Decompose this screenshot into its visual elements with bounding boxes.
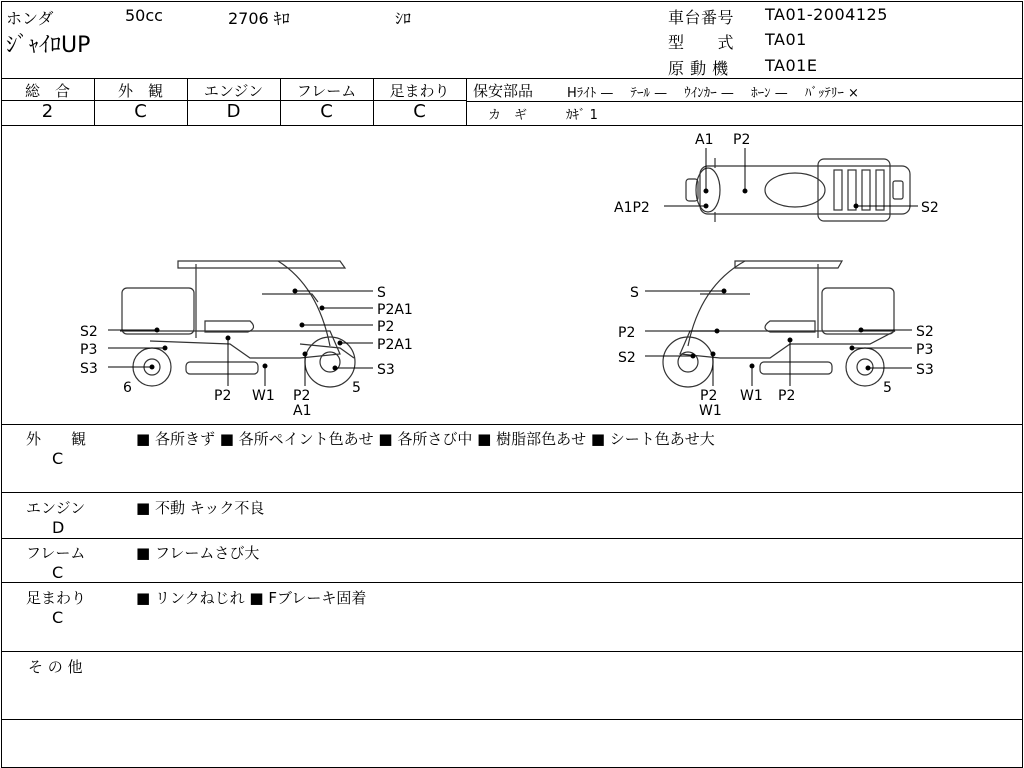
- suspension-grade: C: [413, 101, 426, 122]
- right-p3: P3: [916, 342, 934, 358]
- right-p2-r: P2: [778, 388, 796, 404]
- right-w1: W1: [740, 388, 763, 404]
- suspension-grade-label: 足まわり: [389, 82, 450, 100]
- model-name: ｼﾞｬｲﾛUP: [6, 33, 91, 58]
- right-p2-b: P2: [700, 388, 718, 404]
- divider: [1, 424, 1022, 425]
- frame-no-label: 車台番号: [668, 8, 735, 27]
- left-p2: P2: [377, 319, 395, 335]
- engine-grade: D: [226, 101, 241, 122]
- exterior-label: 外 観: [117, 82, 163, 100]
- top-a1p2: A1P2: [614, 200, 650, 216]
- notes-engine-text: ■ 不動 キック不良: [136, 499, 265, 517]
- notes-exterior-grade: C: [52, 449, 64, 468]
- divider: [1, 651, 1022, 652]
- key-value: ｶｷﾞ 1: [566, 108, 598, 123]
- notes-engine-label: エンジン: [26, 499, 86, 517]
- left-p3: P3: [80, 342, 98, 358]
- notes-suspension-text: ■ リンクねじれ ■ Fブレーキ固着: [136, 589, 367, 607]
- right-s3: S3: [916, 362, 934, 378]
- left-p2a1-top: P2A1: [377, 302, 413, 318]
- overall-label: 総 合: [24, 82, 70, 100]
- left-p2a1-low: P2A1: [377, 337, 413, 353]
- right-s: S: [630, 285, 639, 301]
- left-s2: S2: [80, 324, 98, 340]
- left-side-scooter: [120, 261, 355, 387]
- color: ｼﾛ: [395, 9, 412, 28]
- right-side-scooter: [663, 261, 895, 387]
- divider: [466, 101, 1022, 102]
- left-p2-b2: P2: [293, 388, 311, 404]
- notes-suspension-grade: C: [52, 608, 64, 627]
- engine-label: 原 動 機: [668, 59, 729, 78]
- frame-grade: C: [320, 101, 333, 122]
- safety-items: Hﾗｲﾄ — ﾃｰﾙ — ｳｲﾝｶｰ — ﾎｰﾝ — ﾊﾞｯﾃﾘｰ ×: [567, 86, 859, 101]
- left-a1: A1: [293, 403, 312, 419]
- top-view-scooter: [686, 158, 910, 222]
- damage-diagram: [0, 126, 1022, 424]
- notes-frame-label: フレーム: [26, 544, 86, 562]
- type: TA01: [765, 30, 807, 49]
- left-w1: W1: [252, 388, 275, 404]
- notes-other-label: そ の 他: [28, 658, 83, 676]
- right-w1-b: W1: [699, 403, 722, 419]
- displacement: 50cc: [125, 6, 163, 25]
- top-a1: A1: [695, 132, 714, 148]
- notes-engine-grade: D: [52, 518, 65, 537]
- frame-grade-label: フレーム: [296, 82, 357, 100]
- right-s2-left: S2: [618, 350, 636, 366]
- left-five: 5: [352, 380, 361, 396]
- engine-grade-label: エンジン: [203, 82, 264, 100]
- left-six: 6: [123, 380, 132, 396]
- notes-exterior-label: 外 観: [26, 430, 87, 448]
- left-s3-right: S3: [377, 362, 395, 378]
- maker: ホンダ: [6, 9, 54, 28]
- top-p2: P2: [733, 132, 751, 148]
- divider: [1, 719, 1022, 720]
- key-label: カ ギ: [488, 108, 528, 123]
- notes-frame-grade: C: [52, 563, 64, 582]
- left-s3: S3: [80, 361, 98, 377]
- exterior-grade: C: [134, 101, 147, 122]
- mileage: 2706 ｷﾛ: [228, 9, 290, 28]
- top-s2: S2: [921, 200, 939, 216]
- notes-suspension-label: 足まわり: [26, 589, 87, 607]
- left-s: S: [377, 285, 386, 301]
- notes-frame-text: ■ フレームさび大: [136, 544, 260, 562]
- frame-no: TA01-2004125: [765, 5, 888, 24]
- divider: [1, 492, 1022, 493]
- right-p2: P2: [618, 325, 636, 341]
- notes-exterior-text: ■ 各所きず ■ 各所ペイント色あせ ■ 各所さび中 ■ 樹脂部色あせ ■ シート色あせ大: [136, 430, 715, 448]
- divider: [1, 78, 1022, 79]
- divider: [1, 538, 1022, 539]
- overall-grade: 2: [41, 101, 54, 122]
- engine-model: TA01E: [765, 56, 818, 75]
- right-five: 5: [883, 380, 892, 396]
- safety-label: 保安部品: [473, 82, 534, 100]
- type-label: 型 式: [668, 33, 735, 52]
- left-p2-bottom: P2: [214, 388, 232, 404]
- divider: [1, 582, 1022, 583]
- right-s2: S2: [916, 324, 934, 340]
